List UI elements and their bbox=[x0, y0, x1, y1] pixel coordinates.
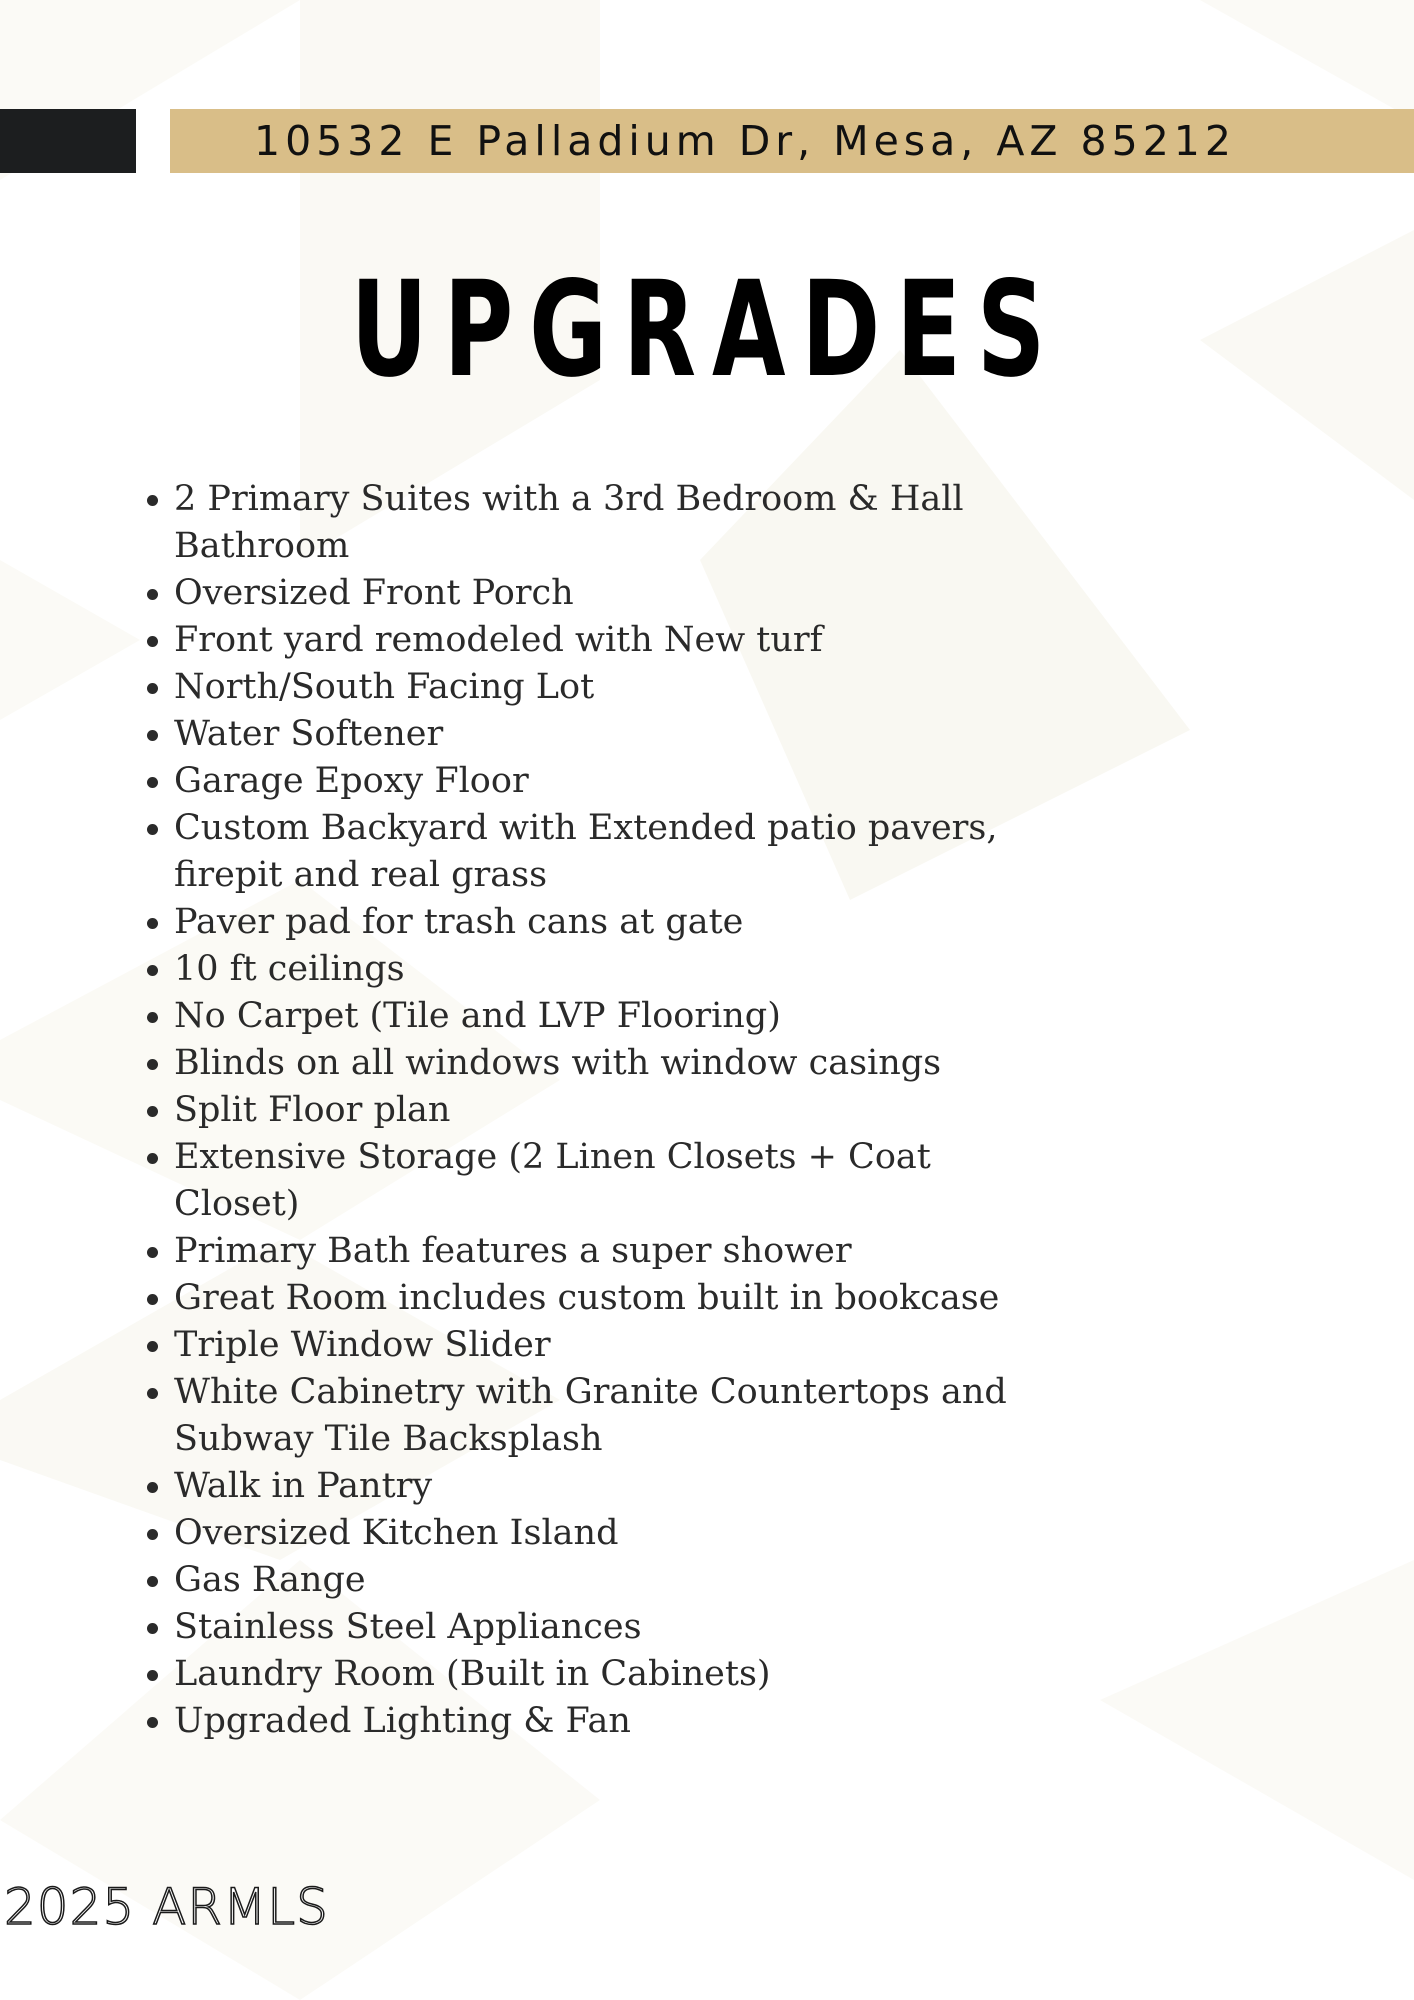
upgrade-list-item bbox=[145, 664, 1045, 711]
upgrade-text: Custom Backyard with Extended patio pavers, firepit and real grass bbox=[174, 808, 998, 895]
upgrade-list-item bbox=[145, 1510, 1045, 1557]
bullet-icon bbox=[147, 1341, 158, 1352]
upgrade-list-item bbox=[145, 1134, 1045, 1228]
upgrade-text: Split Floor plan bbox=[174, 1090, 451, 1130]
bullet-icon bbox=[147, 683, 158, 694]
bullet-icon bbox=[147, 1294, 158, 1305]
upgrade-text: Oversized Kitchen Island bbox=[174, 1513, 619, 1553]
upgrade-text: 2 Primary Suites with a 3rd Bedroom & Hall Bathroom bbox=[174, 479, 964, 566]
page-title: UPGRADES bbox=[350, 253, 1062, 407]
upgrade-list-item bbox=[145, 758, 1045, 805]
upgrade-list-item bbox=[145, 1698, 1045, 1745]
bullet-icon bbox=[147, 1482, 158, 1493]
upgrade-text: Water Softener bbox=[174, 714, 444, 754]
bullet-icon bbox=[147, 1012, 158, 1023]
bullet-icon bbox=[147, 777, 158, 788]
upgrade-text: Paver pad for trash cans at gate bbox=[174, 902, 744, 942]
bullet-icon bbox=[147, 1529, 158, 1540]
upgrade-text: Walk in Pantry bbox=[174, 1466, 433, 1506]
bullet-icon bbox=[147, 1106, 158, 1117]
bullet-icon bbox=[147, 1717, 158, 1728]
bullet-icon bbox=[147, 1059, 158, 1070]
bullet-icon bbox=[147, 1623, 158, 1634]
bullet-icon bbox=[147, 1670, 158, 1681]
upgrade-text: Laundry Room (Built in Cabinets) bbox=[174, 1654, 771, 1694]
upgrade-list-item bbox=[145, 805, 1045, 899]
upgrade-list-item bbox=[145, 1322, 1045, 1369]
upgrade-text: Triple Window Slider bbox=[174, 1325, 551, 1365]
upgrade-text: Primary Bath features a super shower bbox=[174, 1231, 852, 1271]
bullet-icon bbox=[147, 965, 158, 976]
bullet-icon bbox=[147, 1247, 158, 1258]
upgrade-text: White Cabinetry with Granite Countertops and Subway Tile Backsplash bbox=[174, 1372, 1007, 1459]
bullet-icon bbox=[147, 918, 158, 929]
upgrade-list-item bbox=[145, 1604, 1045, 1651]
upgrade-text: Gas Range bbox=[174, 1560, 366, 1600]
upgrade-list-item bbox=[145, 1275, 1045, 1322]
upgrade-text: Oversized Front Porch bbox=[174, 573, 574, 613]
upgrade-list-item bbox=[145, 1369, 1045, 1463]
upgrade-text: No Carpet (Tile and LVP Flooring) bbox=[174, 996, 781, 1036]
bullet-icon bbox=[147, 589, 158, 600]
upgrades-list bbox=[145, 476, 1045, 1745]
bullet-icon bbox=[147, 824, 158, 835]
upgrade-list-item bbox=[145, 1228, 1045, 1275]
upgrade-list-item bbox=[145, 1040, 1045, 1087]
upgrade-text: Upgraded Lighting & Fan bbox=[174, 1701, 631, 1741]
bullet-icon bbox=[147, 495, 158, 506]
header-dark-bar bbox=[0, 109, 136, 173]
bullet-icon bbox=[147, 636, 158, 647]
bullet-icon bbox=[147, 1153, 158, 1164]
upgrade-text: Extensive Storage (2 Linen Closets + Coat Closet) bbox=[174, 1137, 931, 1224]
upgrade-list-item bbox=[145, 1463, 1045, 1510]
bullet-icon bbox=[147, 730, 158, 741]
watermark: 2025 ARMLS bbox=[4, 1878, 329, 1936]
upgrade-list-item bbox=[145, 476, 1045, 570]
bullet-icon bbox=[147, 1388, 158, 1399]
upgrade-text: 10 ft ceilings bbox=[174, 949, 405, 989]
property-address: 10532 E Palladium Dr, Mesa, AZ 85212 bbox=[254, 117, 1236, 165]
upgrade-list-item bbox=[145, 899, 1045, 946]
upgrade-list-item bbox=[145, 617, 1045, 664]
upgrade-text: Garage Epoxy Floor bbox=[174, 761, 529, 801]
upgrade-text: North/South Facing Lot bbox=[174, 667, 595, 707]
upgrade-list-item bbox=[145, 946, 1045, 993]
bullet-icon bbox=[147, 1576, 158, 1587]
upgrade-list-item bbox=[145, 1087, 1045, 1134]
upgrade-text: Blinds on all windows with window casings bbox=[174, 1043, 942, 1083]
upgrade-list-item bbox=[145, 1651, 1045, 1698]
upgrade-text: Great Room includes custom built in bookcase bbox=[174, 1278, 1000, 1318]
upgrade-text: Front yard remodeled with New turf bbox=[174, 620, 823, 660]
upgrade-list-item bbox=[145, 993, 1045, 1040]
upgrade-list-item bbox=[145, 570, 1045, 617]
upgrade-list-item bbox=[145, 711, 1045, 758]
upgrade-list-item bbox=[145, 1557, 1045, 1604]
upgrade-text: Stainless Steel Appliances bbox=[174, 1607, 642, 1647]
